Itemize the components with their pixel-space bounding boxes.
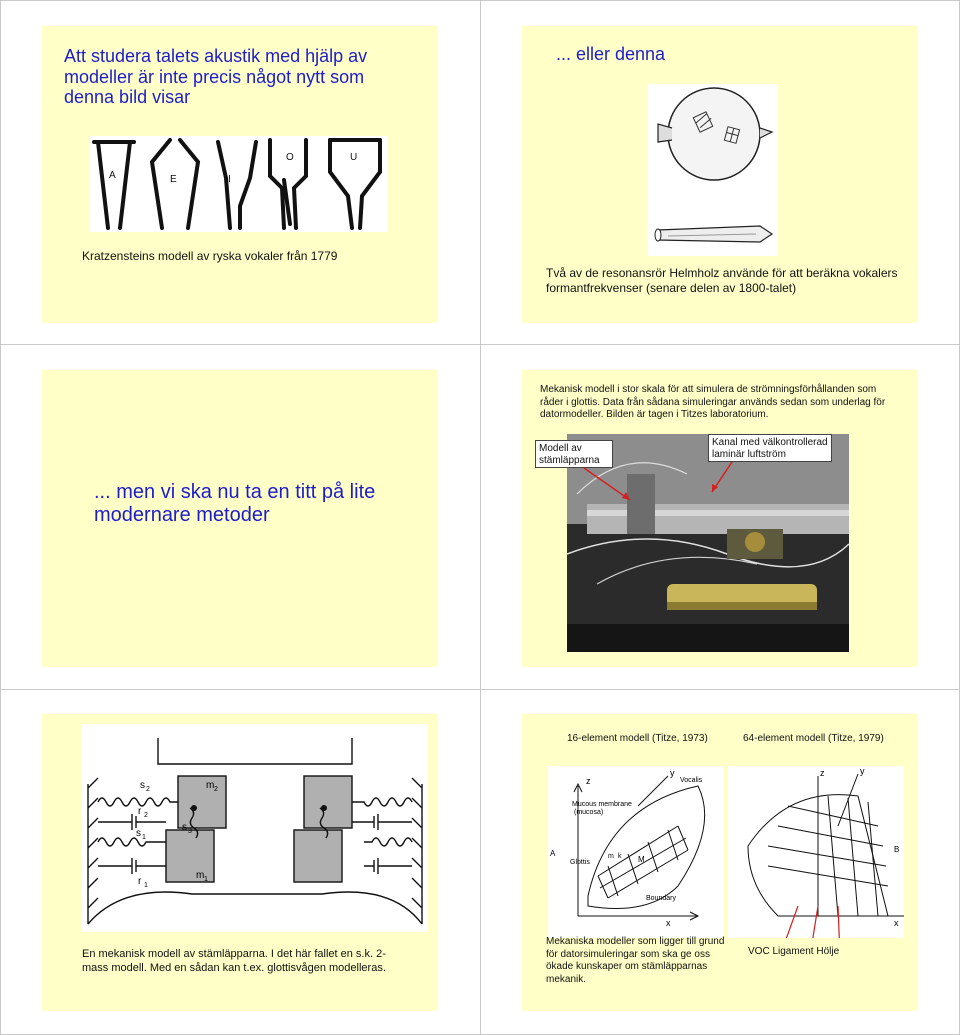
two-mass-model-diagram: [82, 724, 428, 932]
slide-helmholtz: [522, 26, 918, 323]
label-m1: m: [196, 870, 205, 881]
vowel-label-e: E: [170, 174, 177, 185]
slide-modern-methods: [42, 370, 438, 667]
svg-text:M: M: [638, 855, 645, 864]
label-r2-sub: 2: [144, 812, 148, 819]
svg-text:B: B: [894, 845, 900, 854]
diagram-64-element: [728, 766, 904, 938]
vowel-label-u: U: [350, 152, 358, 163]
vowel-label-i: I: [228, 174, 231, 185]
slide-titze-lab: [522, 370, 918, 667]
svg-text:Vocalis: Vocalis: [680, 777, 703, 784]
label-s1-sub: 1: [142, 834, 146, 841]
slide-two-mass-model: [42, 714, 438, 1011]
svg-text:x: x: [894, 918, 899, 928]
label-r1: r: [138, 876, 142, 887]
svg-text:y: y: [670, 768, 675, 778]
svg-text:z: z: [586, 776, 591, 786]
label-vocal-folds-model: Modell av stämläpparna: [535, 440, 613, 468]
label-s3: s: [182, 822, 187, 833]
label-s2-sub: 2: [146, 786, 150, 793]
label-m1-sub: 1: [204, 876, 208, 883]
label-r2: r: [138, 806, 142, 817]
slide-caption: Två av de resonansrör Helmholz använde för att beräkna vokalers formantfrekvenser (senare delen av 1800-talet): [546, 266, 898, 295]
slide-caption: Mekaniska modeller som ligger till grund för datorsimuleringar som ska ge oss ökade kunskaper om stämläpparnas mekanik.: [546, 936, 725, 985]
vowel-label-a: A: [109, 170, 116, 181]
svg-text:(mucosa): (mucosa): [574, 809, 604, 816]
label-m2-sub: 2: [214, 786, 218, 793]
slide-titze-models: [522, 714, 918, 1011]
header-64-element: 64-element modell (Titze, 1979): [743, 733, 884, 744]
label-s2: s: [140, 780, 145, 791]
svg-text:x: x: [666, 918, 671, 928]
label-s1: s: [136, 828, 141, 839]
label-s3-sub: 3: [188, 828, 192, 835]
svg-text:m: m: [608, 853, 614, 860]
svg-text:y: y: [860, 766, 865, 776]
diagram-16-element: [548, 766, 723, 938]
vowel-label-o: O: [286, 152, 294, 163]
slide-title: ... eller denna: [556, 44, 666, 64]
svg-text:k: k: [618, 853, 622, 860]
slide-caption: En mekanisk modell av stämläpparna. I det här fallet en s.k. 2-mass modell. Med en sådan kan t.ex. glottisvågen modelleras.: [82, 948, 386, 974]
label-m2: m: [206, 780, 215, 791]
slide-title: Att studera talets akustik med hjälp av modeller är inte precis något nytt som denna bild visar: [64, 46, 368, 108]
slide-kratzenstein: [42, 26, 438, 323]
slide-caption: Kratzensteins modell av ryska vokaler från 1779: [82, 249, 338, 263]
svg-text:Glottis: Glottis: [570, 859, 590, 866]
svg-text:A: A: [550, 849, 556, 858]
helmholtz-resonators-image: [648, 84, 778, 256]
slide-title: ... men vi ska nu ta en titt på lite modernare metoder: [94, 481, 376, 526]
header-16-element: 16-element modell (Titze, 1973): [567, 733, 708, 744]
kratzenstein-vowel-tubes: [90, 136, 388, 232]
slide-description: Mekanisk modell i stor skala för att simulera de strömningsförhållanden som råder i glottis. Data från sådana simuleringar används sedan som underlag för datormodeller. Bilden är tagen i Titzes laboratorium.: [540, 384, 886, 420]
svg-text:Boundary: Boundary: [646, 895, 676, 902]
label-r1-sub: 1: [144, 882, 148, 889]
svg-text:z: z: [820, 768, 825, 778]
label-laminar-channel: Kanal med välkontrollerad laminär luftström: [708, 434, 832, 462]
svg-text:Mucous membrane: Mucous membrane: [572, 801, 632, 808]
legend-voc-ligament-holje: VOC Ligament Hölje: [748, 946, 840, 957]
